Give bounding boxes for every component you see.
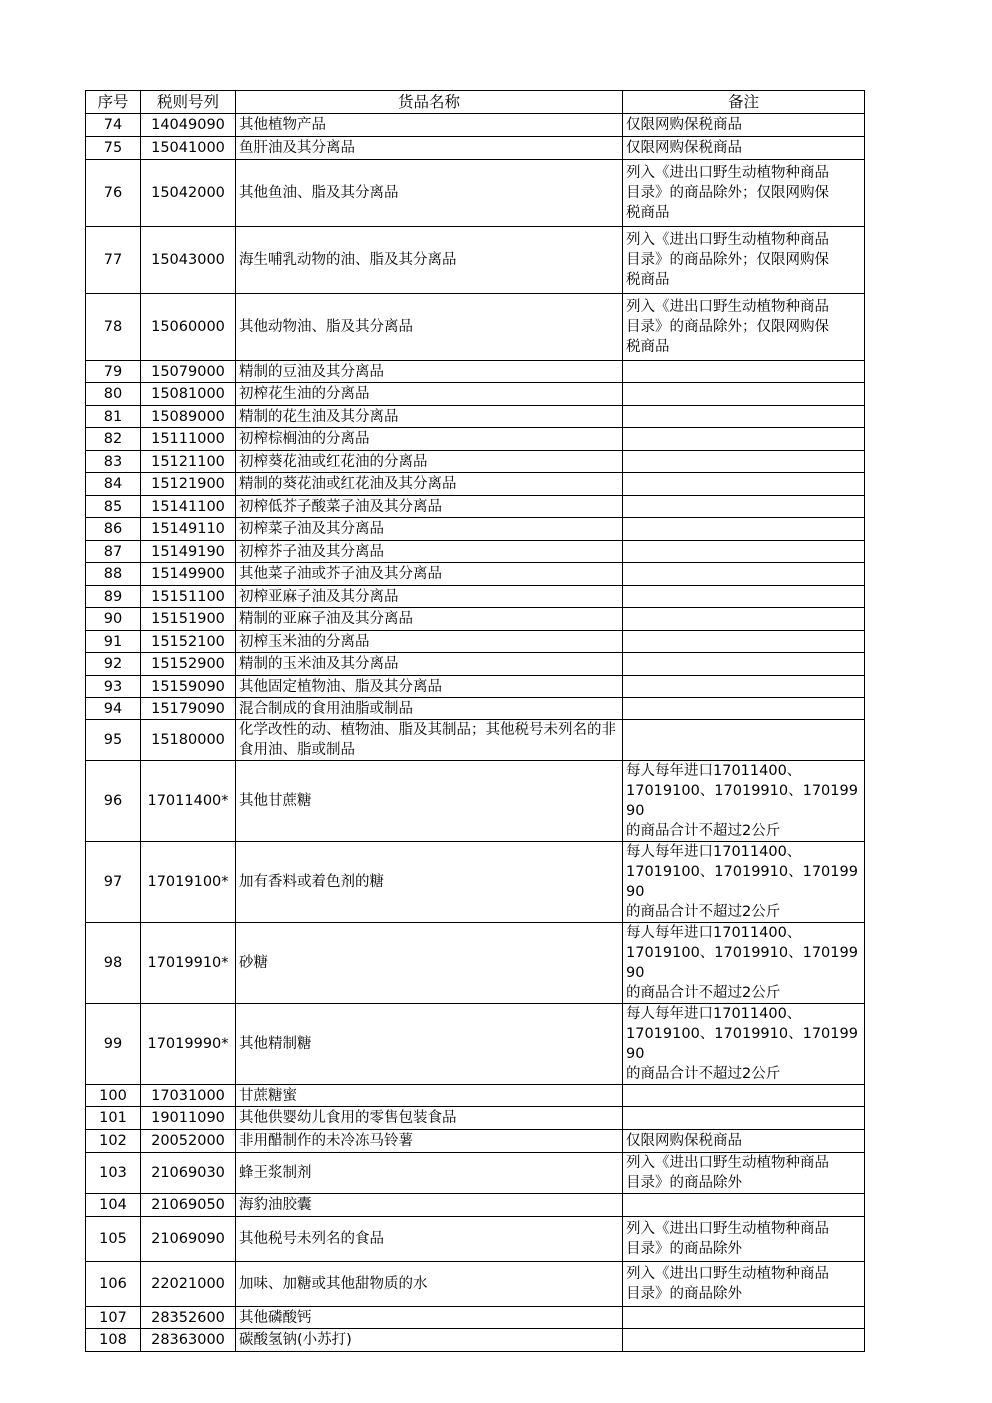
- table-row: [86, 473, 865, 496]
- row-goods-name: 碳酸氢钠(小苏打): [236, 1329, 623, 1352]
- row-remarks: [623, 720, 865, 761]
- table-header-row: [86, 91, 865, 114]
- table-row: [86, 1085, 865, 1107]
- row-tariff-code: 15041000: [141, 137, 236, 160]
- row-remarks: [623, 496, 865, 518]
- row-goods-name: 其他植物产品: [236, 114, 623, 137]
- remarks-line: 列入《进出口野生动植物种商品: [626, 299, 829, 315]
- row-seq: 76: [86, 160, 141, 227]
- row-goods-name: 其他菜子油或芥子油及其分离品: [236, 563, 623, 586]
- row-remarks: [623, 586, 865, 608]
- row-tariff-code: 15152100: [141, 631, 236, 653]
- row-seq: 82: [86, 428, 141, 451]
- remarks-line: 税商品: [626, 339, 670, 355]
- row-seq: 84: [86, 473, 141, 496]
- row-goods-name: 精制的玉米油及其分离品: [236, 653, 623, 676]
- row-remarks: [623, 114, 865, 137]
- row-seq: 96: [86, 761, 141, 842]
- row-remarks: [623, 923, 865, 1004]
- remarks-line: 目录》的商品除外；仅限网购保: [626, 319, 829, 335]
- row-remarks: [623, 1153, 865, 1194]
- row-tariff-code: 15121100: [141, 451, 236, 473]
- table-row: [86, 383, 865, 406]
- row-goods-name: 初榨芥子油及其分离品: [236, 541, 623, 563]
- row-seq: 75: [86, 137, 141, 160]
- table-row: [86, 1194, 865, 1217]
- row-remarks: [623, 1194, 865, 1217]
- remarks-line: 17019100、17019910、17019990: [626, 864, 858, 900]
- row-goods-name: 精制的亚麻子油及其分离品: [236, 608, 623, 631]
- table-row: [86, 842, 865, 923]
- row-seq: 79: [86, 361, 141, 383]
- row-remarks: [623, 1107, 865, 1130]
- row-remarks: [623, 361, 865, 383]
- row-seq: 93: [86, 676, 141, 698]
- remarks-line: 每人每年进口17011400、: [626, 925, 802, 941]
- remarks-line: 的商品合计不超过2公斤: [626, 1066, 781, 1082]
- row-tariff-code: 15060000: [141, 294, 236, 361]
- row-goods-name: 初榨葵花油或红花油的分离品: [236, 451, 623, 473]
- row-seq: 77: [86, 227, 141, 294]
- table-row: [86, 361, 865, 383]
- row-goods-name: 其他鱼油、脂及其分离品: [236, 160, 623, 227]
- table-row: [86, 1307, 865, 1329]
- row-remarks: [623, 227, 865, 294]
- table-row: [86, 1130, 865, 1153]
- row-remarks: [623, 653, 865, 676]
- table-row: [86, 563, 865, 586]
- row-remarks: [623, 428, 865, 451]
- row-goods-name: 其他磷酸钙: [236, 1307, 623, 1329]
- row-remarks: [623, 1085, 865, 1107]
- row-remarks: [623, 698, 865, 720]
- row-remarks: [623, 1329, 865, 1352]
- row-tariff-code: 28352600: [141, 1307, 236, 1329]
- table-row: [86, 227, 865, 294]
- row-tariff-code: 15179090: [141, 698, 236, 720]
- remarks-line: 仅限网购保税商品: [626, 140, 742, 156]
- row-remarks: [623, 1217, 865, 1262]
- row-goods-name: 精制的花生油及其分离品: [236, 406, 623, 428]
- row-remarks: [623, 518, 865, 541]
- row-goods-name: 精制的葵花油或红花油及其分离品: [236, 473, 623, 496]
- row-goods-name: 其他税号未列名的食品: [236, 1217, 623, 1262]
- table-row: [86, 761, 865, 842]
- row-seq: 102: [86, 1130, 141, 1153]
- table-row: [86, 137, 865, 160]
- row-seq: 78: [86, 294, 141, 361]
- row-remarks: [623, 294, 865, 361]
- row-seq: 107: [86, 1307, 141, 1329]
- row-remarks: [623, 1307, 865, 1329]
- row-remarks: [623, 842, 865, 923]
- row-tariff-code: 15141100: [141, 496, 236, 518]
- remarks-line: 税商品: [626, 272, 670, 288]
- row-tariff-code: 15149190: [141, 541, 236, 563]
- row-tariff-code: 15042000: [141, 160, 236, 227]
- row-tariff-code: 22021000: [141, 1262, 236, 1307]
- row-tariff-code: 17019910*: [141, 923, 236, 1004]
- row-goods-name: 非用醋制作的未冷冻马铃薯: [236, 1130, 623, 1153]
- table-row: [86, 698, 865, 720]
- row-tariff-code: 15043000: [141, 227, 236, 294]
- table-row: [86, 294, 865, 361]
- table-row: [86, 541, 865, 563]
- row-seq: 103: [86, 1153, 141, 1194]
- row-seq: 74: [86, 114, 141, 137]
- remarks-line: 仅限网购保税商品: [626, 117, 742, 133]
- table-row: [86, 720, 865, 761]
- row-seq: 95: [86, 720, 141, 761]
- row-tariff-code: 17019990*: [141, 1004, 236, 1085]
- remarks-line: 的商品合计不超过2公斤: [626, 904, 781, 920]
- row-seq: 89: [86, 586, 141, 608]
- row-seq: 100: [86, 1085, 141, 1107]
- row-tariff-code: 15151900: [141, 608, 236, 631]
- row-tariff-code: 15152900: [141, 653, 236, 676]
- row-tariff-code: 15081000: [141, 383, 236, 406]
- goods-table: [85, 90, 865, 1352]
- remarks-line: 目录》的商品除外: [626, 1241, 742, 1257]
- table-row: [86, 496, 865, 518]
- row-goods-name: 初榨玉米油的分离品: [236, 631, 623, 653]
- row-goods-name: 鱼肝油及其分离品: [236, 137, 623, 160]
- row-remarks: [623, 383, 865, 406]
- table-row: [86, 1329, 865, 1352]
- row-tariff-code: 14049090: [141, 114, 236, 137]
- table-row: [86, 1262, 865, 1307]
- row-remarks: [623, 631, 865, 653]
- row-goods-name: 其他甘蔗糖: [236, 761, 623, 842]
- row-seq: 90: [86, 608, 141, 631]
- row-seq: 81: [86, 406, 141, 428]
- row-goods-name: 砂糖: [236, 923, 623, 1004]
- table-row: [86, 406, 865, 428]
- row-seq: 94: [86, 698, 141, 720]
- remarks-line: 列入《进出口野生动植物种商品: [626, 1221, 829, 1237]
- table-row: [86, 608, 865, 631]
- row-tariff-code: 15159090: [141, 676, 236, 698]
- row-seq: 106: [86, 1262, 141, 1307]
- row-remarks: [623, 473, 865, 496]
- row-seq: 86: [86, 518, 141, 541]
- row-goods-name: 精制的豆油及其分离品: [236, 361, 623, 383]
- row-seq: 101: [86, 1107, 141, 1130]
- header-seq: 序号: [86, 91, 141, 114]
- table-row: [86, 1004, 865, 1085]
- row-seq: 104: [86, 1194, 141, 1217]
- remarks-line: 税商品: [626, 205, 670, 221]
- table-row: [86, 1107, 865, 1130]
- row-seq: 99: [86, 1004, 141, 1085]
- row-tariff-code: 21069050: [141, 1194, 236, 1217]
- row-goods-name: 蜂王浆制剂: [236, 1153, 623, 1194]
- row-remarks: [623, 1130, 865, 1153]
- row-goods-name: 加有香料或着色剂的糖: [236, 842, 623, 923]
- row-tariff-code: 21069090: [141, 1217, 236, 1262]
- row-goods-name: 初榨菜子油及其分离品: [236, 518, 623, 541]
- row-remarks: [623, 137, 865, 160]
- table-body: [86, 114, 865, 1352]
- row-tariff-code: 15111000: [141, 428, 236, 451]
- remarks-line: 17019100、17019910、17019990: [626, 783, 858, 819]
- row-seq: 92: [86, 653, 141, 676]
- remarks-line: 每人每年进口17011400、: [626, 763, 802, 779]
- header-goods-name: 货品名称: [236, 91, 623, 114]
- remarks-line: 目录》的商品除外: [626, 1175, 742, 1191]
- row-remarks: [623, 608, 865, 631]
- row-tariff-code: 17011400*: [141, 761, 236, 842]
- remarks-line: 目录》的商品除外；仅限网购保: [626, 252, 829, 268]
- row-seq: 98: [86, 923, 141, 1004]
- row-goods-name: 甘蔗糖蜜: [236, 1085, 623, 1107]
- row-seq: 97: [86, 842, 141, 923]
- remarks-line: 列入《进出口野生动植物种商品: [626, 1155, 829, 1171]
- row-remarks: [623, 541, 865, 563]
- table-row: [86, 160, 865, 227]
- table-row: [86, 653, 865, 676]
- remarks-line: 的商品合计不超过2公斤: [626, 985, 781, 1001]
- row-goods-name: 化学改性的动、植物油、脂及其制品；其他税号未列名的非食用油、脂或制品: [236, 720, 623, 761]
- table-row: [86, 676, 865, 698]
- row-goods-name: 加味、加糖或其他甜物质的水: [236, 1262, 623, 1307]
- remarks-line: 列入《进出口野生动植物种商品: [626, 1266, 829, 1282]
- header-tariff-code: 税则号列: [141, 91, 236, 114]
- row-remarks: [623, 761, 865, 842]
- row-remarks: [623, 451, 865, 473]
- row-tariff-code: 15121900: [141, 473, 236, 496]
- row-remarks: [623, 1262, 865, 1307]
- row-seq: 88: [86, 563, 141, 586]
- table-row: [86, 631, 865, 653]
- header-remarks: 备注: [623, 91, 865, 114]
- row-goods-name: 其他精制糖: [236, 1004, 623, 1085]
- row-tariff-code: 28363000: [141, 1329, 236, 1352]
- table-row: [86, 1153, 865, 1194]
- row-tariff-code: 15149900: [141, 563, 236, 586]
- remarks-line: 每人每年进口17011400、: [626, 844, 802, 860]
- row-goods-name: 初榨亚麻子油及其分离品: [236, 586, 623, 608]
- table-row: [86, 923, 865, 1004]
- row-tariff-code: 17031000: [141, 1085, 236, 1107]
- remarks-line: 列入《进出口野生动植物种商品: [626, 232, 829, 248]
- row-remarks: [623, 676, 865, 698]
- remarks-line: 每人每年进口17011400、: [626, 1006, 802, 1022]
- row-tariff-code: 15149110: [141, 518, 236, 541]
- remarks-line: 17019100、17019910、17019990: [626, 945, 858, 981]
- row-tariff-code: 15151100: [141, 586, 236, 608]
- row-goods-name: 其他供婴幼儿食用的零售包装食品: [236, 1107, 623, 1130]
- table-row: [86, 451, 865, 473]
- row-tariff-code: 15180000: [141, 720, 236, 761]
- row-goods-name: 海生哺乳动物的油、脂及其分离品: [236, 227, 623, 294]
- row-tariff-code: 15089000: [141, 406, 236, 428]
- remarks-line: 的商品合计不超过2公斤: [626, 823, 781, 839]
- row-seq: 80: [86, 383, 141, 406]
- remarks-line: 列入《进出口野生动植物种商品: [626, 165, 829, 181]
- row-goods-name: 其他固定植物油、脂及其分离品: [236, 676, 623, 698]
- row-remarks: [623, 563, 865, 586]
- row-seq: 83: [86, 451, 141, 473]
- row-tariff-code: 17019100*: [141, 842, 236, 923]
- remarks-line: 17019100、17019910、17019990: [626, 1026, 858, 1062]
- table-row: [86, 518, 865, 541]
- row-tariff-code: 15079000: [141, 361, 236, 383]
- remarks-line: 目录》的商品除外；仅限网购保: [626, 185, 829, 201]
- table-row: [86, 1217, 865, 1262]
- row-tariff-code: 20052000: [141, 1130, 236, 1153]
- table-row: [86, 586, 865, 608]
- row-seq: 85: [86, 496, 141, 518]
- row-goods-name: 初榨棕榈油的分离品: [236, 428, 623, 451]
- row-goods-name: 初榨花生油的分离品: [236, 383, 623, 406]
- row-seq: 108: [86, 1329, 141, 1352]
- row-remarks: [623, 160, 865, 227]
- row-remarks: [623, 406, 865, 428]
- row-goods-name: 初榨低芥子酸菜子油及其分离品: [236, 496, 623, 518]
- row-seq: 87: [86, 541, 141, 563]
- row-seq: 105: [86, 1217, 141, 1262]
- remarks-line: 仅限网购保税商品: [626, 1133, 742, 1149]
- row-goods-name: 混合制成的食用油脂或制品: [236, 698, 623, 720]
- remarks-line: 目录》的商品除外: [626, 1286, 742, 1302]
- row-tariff-code: 19011090: [141, 1107, 236, 1130]
- row-remarks: [623, 1004, 865, 1085]
- table-row: [86, 428, 865, 451]
- table-row: [86, 114, 865, 137]
- row-goods-name: 其他动物油、脂及其分离品: [236, 294, 623, 361]
- row-goods-name: 海豹油胶囊: [236, 1194, 623, 1217]
- row-seq: 91: [86, 631, 141, 653]
- row-tariff-code: 21069030: [141, 1153, 236, 1194]
